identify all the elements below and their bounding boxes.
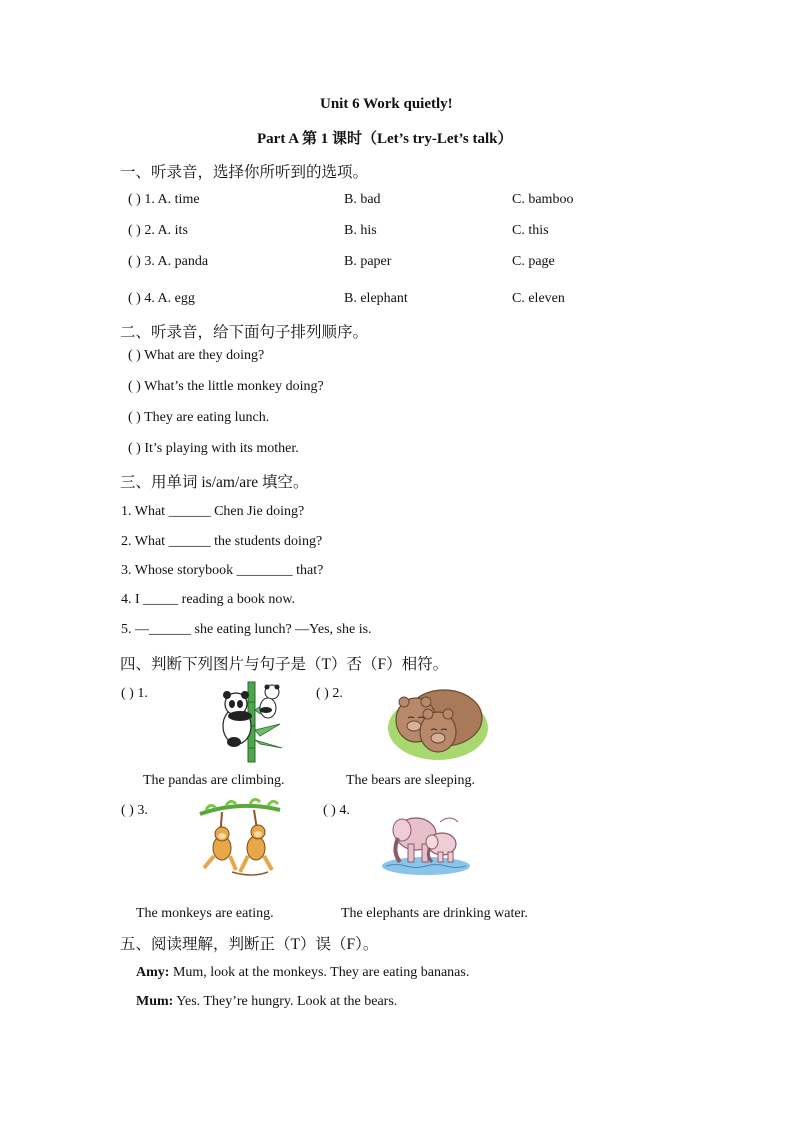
s1-item3-a: ( ) 3. A. panda (128, 254, 209, 269)
s1-item1-a: ( ) 1. A. time (128, 192, 200, 207)
s5-line2 (136, 994, 397, 1010)
s3-item3: 3. Whose storybook ________ that? (121, 563, 324, 578)
unit-title: Unit 6 Work quietly! (320, 96, 453, 112)
part-title: Part A 第 1 课时（Let’s try-Let’s talk） (257, 131, 513, 147)
s4-caption4: The elephants are drinking water. (341, 906, 528, 921)
s4-caption3: The monkeys are eating. (136, 906, 274, 921)
s4-mark1: ( ) 1. (121, 686, 148, 701)
s5-line1-text: Mum, look at the monkeys. They are eating bananas. (169, 965, 470, 980)
s2-item2: ( ) What’s the little monkey doing? (128, 379, 324, 394)
section3-heading: 三、用单词 is/am/are 填空。 (120, 474, 309, 491)
speaker-amy: Amy: (136, 965, 170, 980)
s1-item3-c: C. page (512, 254, 555, 269)
s5-line1 (136, 965, 469, 981)
s1-item3-b: B. paper (344, 254, 392, 269)
s4-mark2: ( ) 2. (316, 686, 343, 701)
s3-item2: 2. What ______ the students doing? (121, 534, 323, 549)
elephants-drinking-icon (380, 800, 472, 880)
s1-item4-c: C. eleven (512, 291, 565, 306)
s3-item1: 1. What ______ Chen Jie doing? (121, 504, 305, 519)
s1-item2-a: ( ) 2. A. its (128, 223, 188, 238)
section5-heading: 五、阅读理解，判断正（T）误（F）。 (120, 936, 379, 953)
panda-climbing-icon (210, 680, 290, 764)
s2-item4: ( ) It’s playing with its mother. (128, 441, 299, 456)
speaker-mum: Mum: (136, 994, 174, 1009)
s5-line2-text: Yes. They’re hungry. Look at the bears. (173, 994, 398, 1009)
section2-heading: 二、听录音，给下面句子排列顺序。 (120, 324, 369, 341)
s4-mark3: ( ) 3. (121, 803, 148, 818)
bears-sleeping-icon (386, 682, 490, 764)
s1-item4-a: ( ) 4. A. egg (128, 291, 195, 306)
s4-caption1: The pandas are climbing. (143, 773, 285, 788)
s1-item4-b: B. elephant (344, 291, 408, 306)
section4-heading: 四、判断下列图片与句子是（T）否（F）相符。 (120, 656, 449, 673)
s1-item2-b: B. his (344, 223, 377, 238)
s3-item4: 4. I _____ reading a book now. (121, 592, 296, 607)
s4-caption2: The bears are sleeping. (346, 773, 476, 788)
s2-item3: ( ) They are eating lunch. (128, 410, 270, 425)
monkeys-eating-icon (196, 798, 284, 882)
s1-item1-b: B. bad (344, 192, 381, 207)
s4-mark4: ( ) 4. (323, 803, 350, 818)
s2-item1: ( ) What are they doing? (128, 348, 265, 363)
s1-item2-c: C. this (512, 223, 549, 238)
section1-heading: 一、听录音，选择你所听到的选项。 (120, 164, 369, 181)
s1-item1-c: C. bamboo (512, 192, 574, 207)
s3-item5: 5. —______ she eating lunch? —Yes, she is. (121, 622, 372, 637)
